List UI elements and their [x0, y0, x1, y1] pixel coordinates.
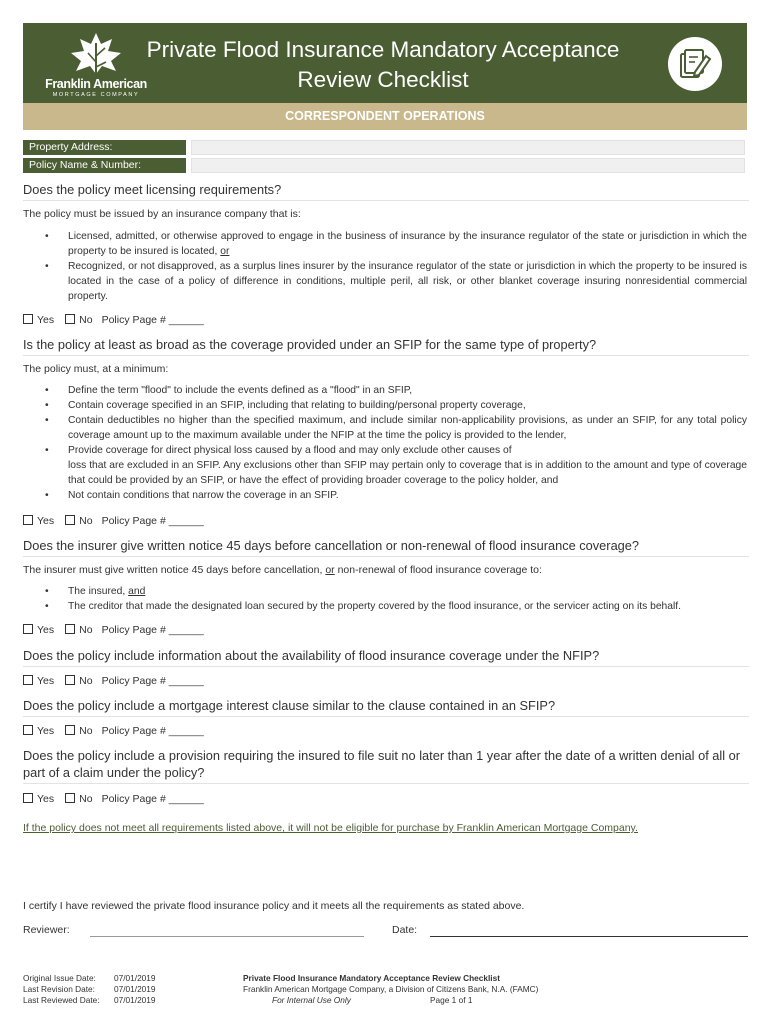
- question-1: Does the policy meet licensing requirements?: [23, 181, 749, 201]
- list-item-text: • Provide coverage for direct physical loss caused by a flood and may only exclude other causes of: [68, 445, 512, 456]
- yes-checkbox[interactable]: [23, 515, 33, 525]
- no-label: No: [79, 793, 93, 805]
- header-banner: [23, 23, 747, 103]
- yes-label: Yes: [37, 675, 55, 687]
- page-title: [133, 35, 633, 95]
- yes-checkbox[interactable]: [23, 314, 33, 324]
- list-item: [45, 443, 747, 488]
- question-3-answer: [23, 623, 204, 637]
- certification-statement: I certify I have reviewed the private flood insurance policy and it meets all the requirements as stated above.: [23, 900, 525, 912]
- list-item: • The creditor that made the designated loan secured by the property covered by the flood insurance, or the servicer acting on its behalf.: [45, 599, 747, 614]
- question-2-answer: [23, 514, 204, 528]
- yes-label: Yes: [37, 314, 55, 326]
- question-1-list: [45, 229, 747, 304]
- list-item: [45, 229, 747, 259]
- policy-page-field[interactable]: Policy Page # ______: [101, 793, 204, 805]
- list-item: [45, 584, 747, 599]
- reviewer-signature-line[interactable]: [90, 936, 364, 937]
- policy-page-field[interactable]: Policy Page # ______: [101, 675, 204, 687]
- no-checkbox[interactable]: [65, 675, 75, 685]
- question-6-answer: [23, 792, 204, 806]
- policy-page-field[interactable]: Policy Page # ______: [101, 725, 204, 737]
- logo-company-sub: MORTGAGE COMPANY: [52, 92, 140, 98]
- yes-checkbox[interactable]: [23, 624, 33, 634]
- last-reviewed-label: Last Reviewed Date:: [23, 995, 100, 1005]
- checklist-pencil-icon: [668, 37, 722, 91]
- no-label: No: [79, 314, 93, 326]
- question-4-answer: [23, 674, 204, 688]
- policy-name-label: Policy Name & Number:: [23, 158, 186, 173]
- question-3-intro: [23, 563, 747, 577]
- question-2-list: [45, 383, 747, 503]
- logo-company-name: Franklin American: [45, 77, 147, 91]
- list-item: • Define the term "flood" to include the events defined as a "flood" in an SFIP,: [45, 383, 747, 398]
- section-subheader: CORRESPONDENT OPERATIONS: [23, 103, 747, 130]
- question-4: Does the policy include information about the availability of flood insurance coverage under the NFIP?: [23, 647, 749, 667]
- policy-page-field[interactable]: Policy Page # ______: [101, 515, 204, 527]
- property-address-row: [23, 140, 747, 155]
- no-label: No: [79, 624, 93, 636]
- yes-label: Yes: [37, 624, 55, 636]
- list-item-text: Licensed, admitted, or otherwise approved to engage in the business of insurance by the insurance regulator of the state or jurisdiction in which the property to be insured is located,: [68, 231, 747, 257]
- date-signature-line[interactable]: [430, 936, 748, 937]
- no-checkbox[interactable]: [65, 314, 75, 324]
- question-2-intro: The policy must, at a minimum:: [23, 363, 169, 375]
- yes-checkbox[interactable]: [23, 675, 33, 685]
- footer-doc-title: Private Flood Insurance Mandatory Acceptance Review Checklist: [243, 973, 500, 983]
- original-issue-label: Original Issue Date:: [23, 973, 96, 983]
- no-label: No: [79, 675, 93, 687]
- title-line-1: Private Flood Insurance Mandatory Acceptance: [146, 37, 620, 62]
- leaf-logo-icon: [66, 31, 126, 75]
- date-label: Date:: [392, 924, 418, 936]
- question-1-answer: [23, 313, 204, 327]
- question-6: Does the policy include a provision requiring the insured to file suit no later than 1 year after the date of a written denial of all or part of a claim under the policy?: [23, 747, 749, 784]
- intro-or: or: [325, 564, 335, 576]
- no-label: No: [79, 515, 93, 527]
- property-address-input[interactable]: [191, 140, 745, 155]
- property-address-label: Property Address:: [23, 140, 186, 155]
- question-1-intro: The policy must be issued by an insurance company that is:: [23, 208, 301, 220]
- question-3-list: [45, 584, 747, 614]
- footer-page-number: Page 1 of 1: [430, 995, 473, 1005]
- question-2: Is the policy at least as broad as the coverage provided under an SFIP for the same type of property?: [23, 336, 749, 356]
- list-item: • Contain deductibles no higher than the specified maximum, and include similar non-applicability provisions, as under an SFIP, for any total policy coverage amount up to the maximum available under the NFIP at the time the policy is provided to the lender,: [45, 413, 747, 443]
- policy-name-row: [23, 158, 747, 173]
- no-checkbox[interactable]: [65, 515, 75, 525]
- no-checkbox[interactable]: [65, 793, 75, 803]
- eligibility-disclaimer: If the policy does not meet all requirements listed above, it will not be eligible for purchase by Franklin American Mortgage Company.: [23, 822, 638, 834]
- yes-checkbox[interactable]: [23, 793, 33, 803]
- list-item-or: or: [220, 246, 230, 257]
- yes-label: Yes: [37, 725, 55, 737]
- list-item-text: loss that are excluded in an SFIP. Any exclusions other than SFIP may pertain only to coverage that is in addition to the amount and type of coverage that could be provided by an SFIP, or have the effect of providing broader coverage to the policy holder, and: [68, 460, 747, 486]
- footer-internal-use: For Internal Use Only: [272, 995, 351, 1005]
- list-item-text: The insured,: [68, 586, 126, 597]
- no-checkbox[interactable]: [65, 624, 75, 634]
- last-revision-date: 07/01/2019: [114, 984, 156, 994]
- title-line-2: Review Checklist: [297, 67, 469, 92]
- list-item: • Contain coverage specified in an SFIP, including that relating to building/personal property coverage,: [45, 398, 747, 413]
- list-item: • Not contain conditions that narrow the coverage in an SFIP.: [45, 488, 747, 503]
- intro-text: The insurer must give written notice 45 days before cancellation,: [23, 564, 323, 576]
- policy-page-field[interactable]: Policy Page # ______: [101, 624, 204, 636]
- no-checkbox[interactable]: [65, 725, 75, 735]
- original-issue-date: 07/01/2019: [114, 973, 156, 983]
- list-item-and: and: [128, 586, 146, 597]
- last-reviewed-date: 07/01/2019: [114, 995, 156, 1005]
- question-5: Does the policy include a mortgage interest clause similar to the clause contained in an SFIP?: [23, 697, 749, 717]
- policy-name-input[interactable]: [191, 158, 745, 173]
- last-revision-label: Last Revision Date:: [23, 984, 95, 994]
- yes-label: Yes: [37, 793, 55, 805]
- question-5-answer: [23, 724, 204, 738]
- reviewer-label: Reviewer:: [23, 924, 70, 936]
- no-label: No: [79, 725, 93, 737]
- policy-page-field[interactable]: Policy Page # ______: [101, 314, 204, 326]
- yes-label: Yes: [37, 515, 55, 527]
- footer-company: Franklin American Mortgage Company, a Division of Citizens Bank, N.A. (FAMC): [243, 984, 539, 994]
- intro-text: non-renewal of flood insurance coverage to:: [337, 564, 542, 576]
- question-3: Does the insurer give written notice 45 days before cancellation or non-renewal of flood insurance coverage?: [23, 537, 749, 557]
- yes-checkbox[interactable]: [23, 725, 33, 735]
- list-item: • Recognized, or not disapproved, as a surplus lines insurer by the insurance regulator of the state or jurisdiction in which the property to be insured is located in the case of a policy of difference in conditions, multiple peril, all risk, or other blanket coverage insuring nonresidential commercial property.: [45, 259, 747, 304]
